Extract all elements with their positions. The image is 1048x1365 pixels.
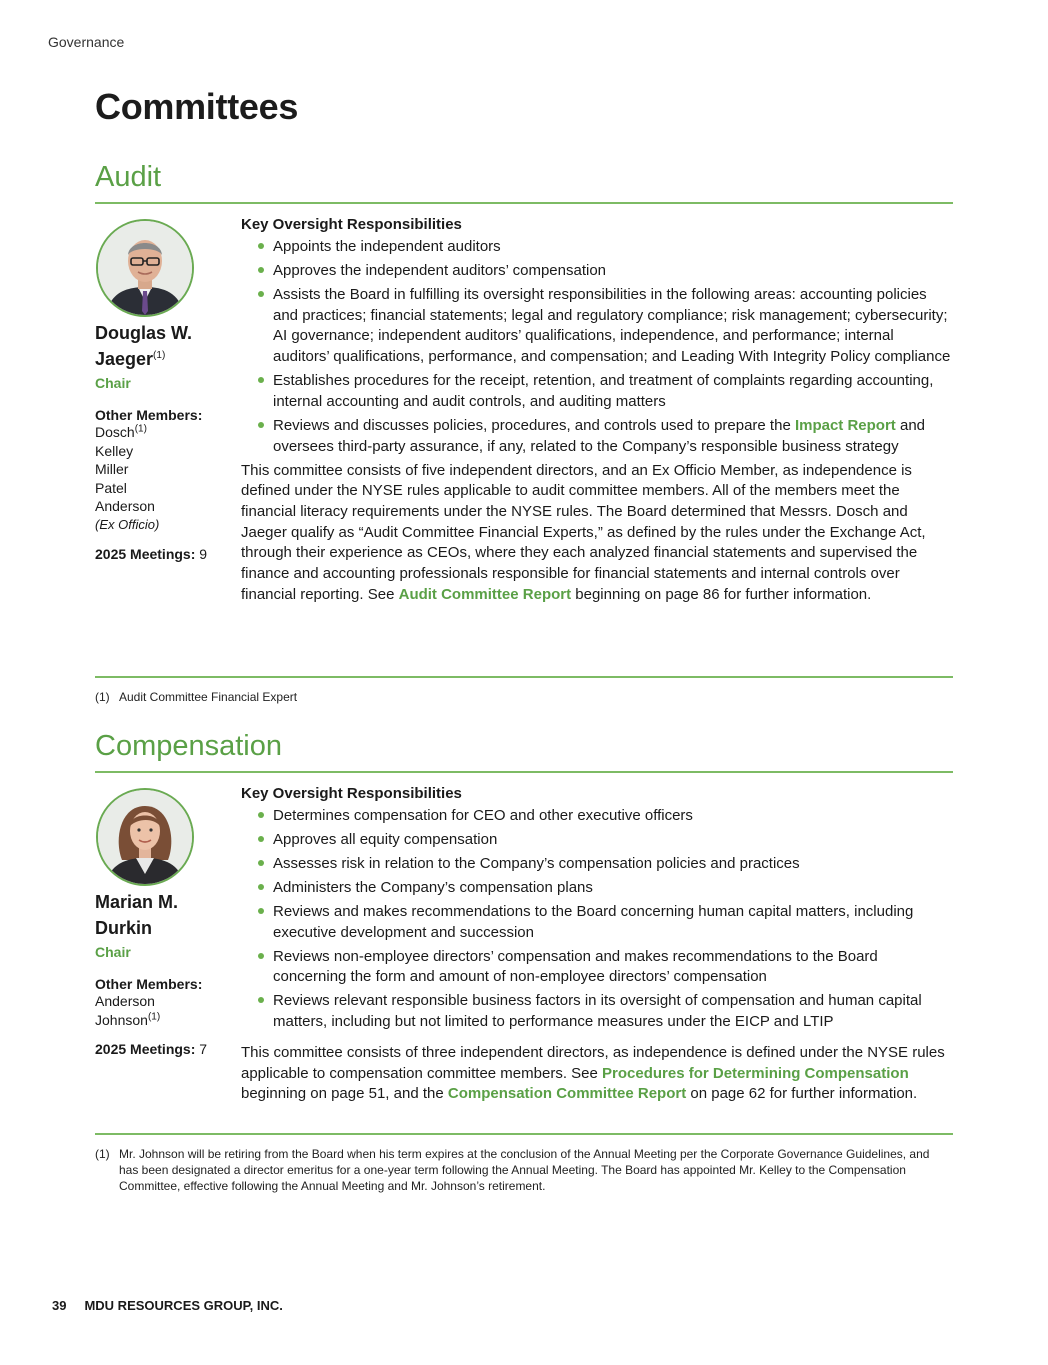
key-responsibilities-heading: Key Oversight Responsibilities xyxy=(241,216,462,233)
bullet-icon xyxy=(258,267,264,273)
compensation-chair-panel xyxy=(95,773,225,1057)
list-item: Reviews non-employee directors’ compensation and makes recommendations to the Board concerning the form and amount of non-employee directors’ compensation xyxy=(241,947,953,988)
section-divider xyxy=(95,676,953,678)
chair-name: Douglas W. Jaeger$^{(1)}$ xyxy=(95,323,193,369)
bullet-icon xyxy=(258,422,264,428)
ex-officio-note: (Ex Officio) xyxy=(95,516,160,532)
audit-responsibilities-panel xyxy=(241,204,953,605)
list-item: Assesses risk in relation to the Company’s compensation policies and practices xyxy=(241,854,953,875)
chair-role: Chair xyxy=(95,375,131,391)
list-item: Determines compensation for CEO and other executive officers xyxy=(241,806,953,827)
list-item: Establishes procedures for the receipt, retention, and treatment of complaints regarding accounting, internal accounting and audit controls, and auditing matters xyxy=(241,371,953,412)
compensation-committee-heading: Compensation xyxy=(95,730,282,762)
meetings-count: 2025 Meetings: 7 xyxy=(95,1041,208,1057)
list-item: Reviews and makes recommendations to the Board concerning human capital matters, including executive development and succession xyxy=(241,902,953,943)
member-name: Johnson$^{(1)}$ xyxy=(95,1010,161,1028)
member-name: Miller xyxy=(95,461,129,477)
company-name: MDU RESOURCES GROUP, INC. xyxy=(84,1298,283,1313)
bullet-icon xyxy=(258,812,264,818)
audit-committee-report-link[interactable]: Audit Committee Report xyxy=(398,585,572,603)
bullet-icon xyxy=(258,836,264,842)
section-divider xyxy=(95,1133,953,1135)
member-name: Patel xyxy=(95,479,127,496)
chair-photo-avatar xyxy=(96,219,194,317)
other-members-label: Other Members: xyxy=(95,407,203,423)
committee-description: This committee consists of five independent directors, and an Ex Officio Member, as independence is defined under the NYSE rules applicable to audit committee members. All of the members meet the financial literacy requirements under the NYSE rules. The Board determined that Messrs. Dosch and Jaeger qualify as “Audit Committee Financial Experts,” as defined by the rules under the Exchange Act, through their experience as CEOs, where they each analyzed financial statements and supervised the finance and accounting professionals responsible for financial statements and internal controls over financial reporting. See Audit Committee Report beginning on page 86 for further information. xyxy=(241,461,926,603)
member-name: Kelley xyxy=(95,442,134,459)
list-item: Reviews and discusses policies, procedures, and controls used to prepare the Impact Report and oversees third-party assurance, if any, related to the Company’s responsible business strategy xyxy=(241,416,953,457)
audit-committee-heading: Audit xyxy=(95,161,162,193)
impact-report-link[interactable]: Impact Report xyxy=(794,416,896,434)
compensation-committee-report-link[interactable]: Compensation Committee Report xyxy=(447,1085,687,1103)
responsibilities-list xyxy=(241,237,953,457)
key-responsibilities-heading: Key Oversight Responsibilities xyxy=(241,785,462,802)
page-number: 39 xyxy=(52,1298,67,1313)
list-item: Administers the Company’s compensation plans xyxy=(241,878,953,899)
list-item: Approves all equity compensation xyxy=(241,830,953,851)
chair-photo-avatar xyxy=(96,788,194,886)
page-title: Committees xyxy=(95,86,299,127)
bullet-icon xyxy=(258,884,264,890)
chair-role: Chair xyxy=(95,944,131,960)
page-footer xyxy=(52,1298,283,1313)
list-item: Assists the Board in fulfilling its oversight responsibilities in the following areas: accounting policies and practices; financial statements; legal and regulatory compliance; risk management; cybersecurity; AI governance; independent auditors’ qualifications, independence, and performance; internal auditors’ qualifications, performance, and compensation; and Leading With Integrity Policy compliance xyxy=(241,285,953,368)
compensation-responsibilities-panel xyxy=(241,773,953,1105)
footnote-ref: (1) xyxy=(153,350,166,361)
procedures-link[interactable]: Procedures for Determining Compensation xyxy=(602,1064,909,1082)
list-item: Appoints the independent auditors xyxy=(241,237,953,258)
committee-description: This committee consists of three independent directors, as independence is defined under the NYSE rules applicable to compensation committee members. See Procedures for Determining Compensation beginning on page 51, and the Compensation Committee Report on page 62 for further information. xyxy=(241,1043,945,1103)
chair-name: Marian M. Durkin xyxy=(95,892,179,938)
member-name: Anderson xyxy=(95,498,155,514)
responsibilities-list xyxy=(241,806,953,1033)
bullet-icon xyxy=(258,243,264,249)
bullet-icon xyxy=(258,377,264,383)
bullet-icon xyxy=(258,908,264,914)
meetings-count: 2025 Meetings: 9 xyxy=(95,546,208,562)
compensation-committee-section xyxy=(95,729,953,1135)
audit-chair-panel xyxy=(95,204,225,562)
member-name: Anderson xyxy=(95,993,155,1009)
bullet-icon xyxy=(258,953,264,959)
list-item: Reviews relevant responsible business factors in its oversight of compensation and human capital matters, including but not limited to performance measures under the EICP and LTIP xyxy=(241,991,953,1032)
list-item: Approves the independent auditors’ compensation xyxy=(241,261,953,282)
section-label: Governance xyxy=(48,34,125,50)
bullet-icon xyxy=(258,860,264,866)
member-name: Dosch$^{(1)}$ xyxy=(95,423,147,440)
audit-footnote: (1) Audit Committee Financial Expert xyxy=(95,690,298,704)
compensation-footnote: (1) Mr. Johnson will be retiring from the Board when his term expires at the conclusion of the Annual Meeting per the Corporate Governance Guidelines, and has been designated a director emeritus for a one-year term following the Annual Meeting. The Board has appointed Mr. Kelley to the Compensation Committee, effective following the Annual Meeting and Mr. Johnson’s retirement. xyxy=(95,1147,930,1193)
other-members-label: Other Members: xyxy=(95,976,203,992)
audit-committee-section xyxy=(95,160,953,678)
bullet-icon xyxy=(258,291,264,297)
bullet-icon xyxy=(258,997,264,1003)
